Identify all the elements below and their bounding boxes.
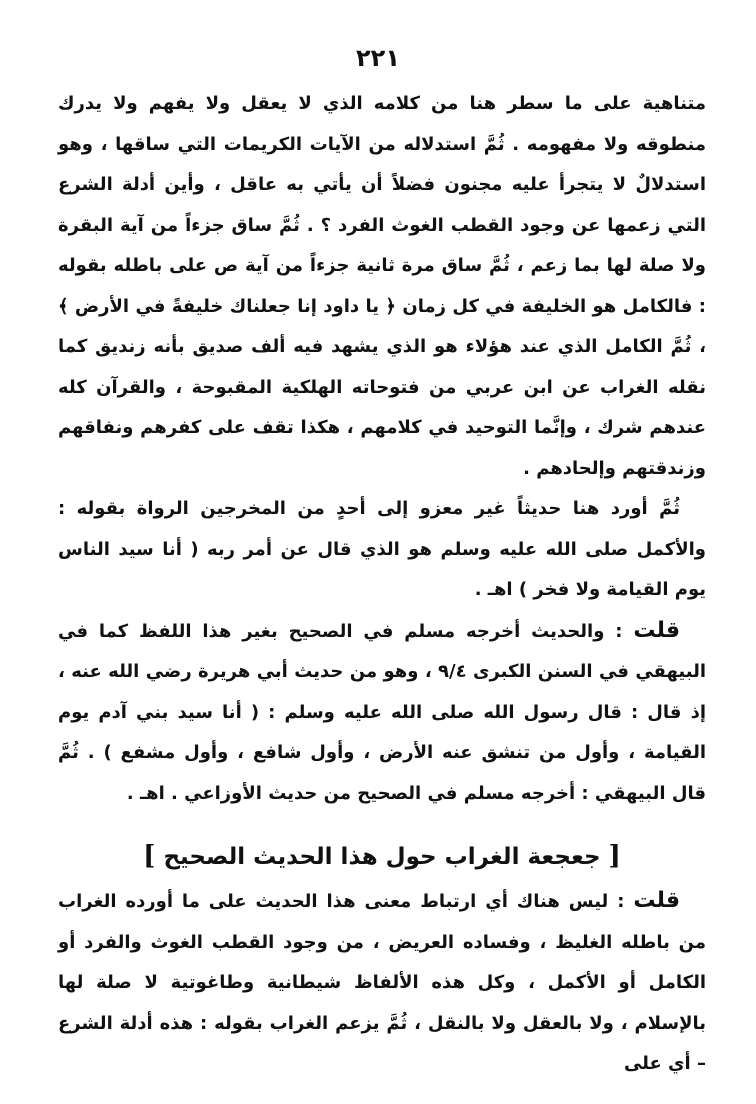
page-body bbox=[58, 84, 706, 1085]
qult-label: قلت bbox=[633, 888, 680, 913]
paragraph-1: متناهية على ما سطر هنا من كلامه الذي لا يعقل ولا يفهم ولا يدرك منطوقه ولا مفهومه . ثُمَّ استدلاله من الآيات الكريمات التي ساقها ، وهو استدلالٌ لا يتجرأ عليه مجنون فضلاً أن يأتي به عاقل ، وأين أدلة الشرع التي زعمها عن وجود القطب الغوث الفرد ؟ . ثُمَّ ساق جزءاً من آية البقرة ولا صلة لها بما زعم ، ثُمَّ ساق مرة ثانية جزءاً من آية ص على باطله بقوله : فالكامل هو الخليفة في كل زمان ﴿ يا داود إنا جعلناك خليفةً في الأرض ﴾ ، ثُمَّ الكامل الذي عند هؤلاء هو الذي يشهد فيه ألف صديق بأنه زنديق كما نقله الغراب عن ابن عربي من فتوحاته الهلكية المقبوحة ، والقرآن كله عندهم شرك ، وإنَّما التوحيد في كلامهم ، هكذا تقف على كفرهم ونفاقهم وزندقتهم وإلحادهم . bbox=[58, 93, 706, 479]
section-heading bbox=[58, 836, 706, 877]
section-heading-text: جعجعة الغراب حول هذا الحديث الصحيح bbox=[163, 844, 601, 870]
paragraph-3-text: : والحديث أخرجه مسلم في الصحيح بغير هذا اللفظ كما في البيهقي في السنن الكبرى ٩/٤ ، وهو من حديث أبي هريرة رضي الله عنه ، إذ قال : قال رسول الله صلى الله عليه وسلم : ( أنا سيد بني آدم يوم القيامة ، وأول من تنشق عنه الأرض ، وأول شافع ، وأول مشفع ) . ثُمَّ قال البيهقي : أخرجه مسلم في الصحيح من حديث الأوزاعي . اهـ . bbox=[58, 620, 706, 804]
heading-bracket-open: [ bbox=[608, 841, 621, 871]
paragraph-2: ثُمَّ أورد هنا حديثاً غير معزو إلى أحدٍ من المخرجين الرواة بقوله : والأكمل صلى الله عليه وسلم هو الذي قال عن أمر ربه ( أنا سيد الناس يوم القيامة ولا فخر ) اهـ . bbox=[58, 498, 706, 600]
paragraph-4 bbox=[58, 881, 706, 1085]
paragraph-4-text: : ليس هناك أي ارتباط معنى هذا الحديث على ما أورده الغراب من باطله الغليظ ، وفساده العريض ، من وجود القطب الغوث والفرد أو الكامل أو الأكمل ، وكل هذه الألفاظ شيطانية وطاغوتية لا صلة لها بالإسلام ، ولا بالعقل ولا بالنقل ، ثُمَّ يزعم الغراب بقوله : هذه أدلة الشرع – أي على bbox=[58, 891, 706, 1074]
heading-bracket-close: ] bbox=[143, 841, 156, 871]
page-number: ٢٢١ bbox=[356, 44, 400, 72]
paragraph-3 bbox=[58, 611, 706, 815]
qult-label: قلت bbox=[633, 617, 680, 643]
